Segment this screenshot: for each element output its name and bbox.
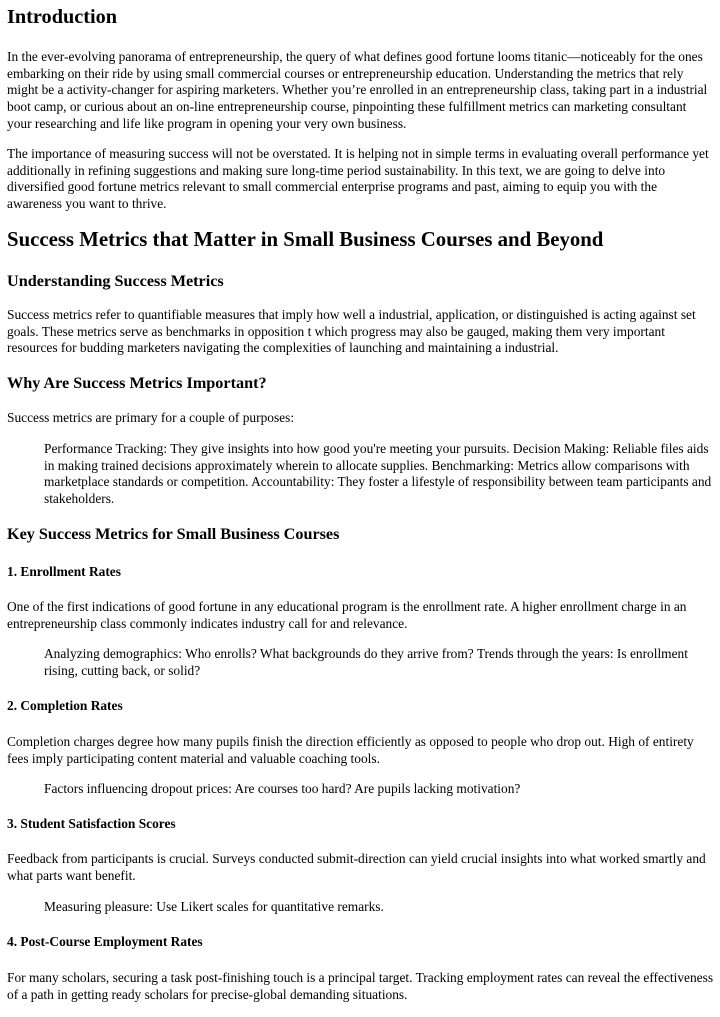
- enrollment-paragraph: One of the first indications of good fortune in any educational program is the enrollment rate. A higher enrollment charge in an entrepreneurship class commonly indicates industry call for and relevance.: [7, 599, 687, 631]
- why-blockquote: Performance Tracking: They give insights into how good you're meeting your pursuits. Decision Making: Reliable files aids in making trained decisions approximately wherein to allocate supplies. Benchmarking: Metrics allow comparisons with marketplace standards or competition. Accountability: They foster a lifestyle of responsibility between team participants and stakeholders.: [44, 441, 712, 507]
- completion-blockquote: Factors influencing dropout prices: Are courses too hard? Are pupils lacking motivation?: [44, 781, 521, 796]
- why-paragraph: Success metrics are primary for a couple of purposes:: [7, 410, 295, 425]
- completion-paragraph: Completion charges degree how many pupils finish the direction efficiently as opposed to people who drop out. High of entirety fees imply participating content material and valuable coaching tools.: [7, 734, 694, 766]
- enrollment-heading: 1. Enrollment Rates: [7, 564, 121, 579]
- main-heading: Success Metrics that Matter in Small Business Courses and Beyond: [7, 228, 604, 251]
- enrollment-blockquote: Analyzing demographics: Who enrolls? What backgrounds do they arrive from? Trends through the years: Is enrollment rising, cutting back, or solid?: [44, 646, 688, 678]
- understanding-heading: Understanding Success Metrics: [7, 272, 224, 290]
- employment-heading: 4. Post-Course Employment Rates: [7, 934, 203, 949]
- completion-heading: 2. Completion Rates: [7, 698, 123, 713]
- satisfaction-paragraph: Feedback from participants is crucial. Surveys conducted submit-direction can yield crucial insights into what worked smartly and what parts want benefit.: [7, 851, 706, 883]
- intro-paragraph-1: In the ever-evolving panorama of entrepreneurship, the query of what defines good fortune looms titanic—noticeably for the ones embarking on their ride by using small commercial courses or entrepreneurship education. Understanding the metrics that rely might be a activity-changer for aspiring marketers. Whether you’re enrolled in an entrepreneurship class, taking part in a industrial boot camp, or curious about an on-line entrepreneurship course, pinpointing these fulfillment metrics can marketing consultant your researching and life like program in opening your very own business.: [7, 49, 708, 131]
- satisfaction-heading: 3. Student Satisfaction Scores: [7, 816, 176, 831]
- understanding-paragraph: Success metrics refer to quantifiable measures that imply how well a industrial, application, or distinguished is acting against set goals. These metrics serve as benchmarks in opposition t which progress may also be gauged, making them very important resources for budding marketers navigating the complexities of launching and maintaining a industrial.: [7, 307, 696, 356]
- introduction-heading: Introduction: [7, 6, 118, 28]
- intro-paragraph-2: The importance of measuring success will not be overstated. It is helping not in simple terms in evaluating overall performance yet additionally in refining suggestions and making sure long-time period sustainability. In this text, we are going to delve into diversified good fortune metrics relevant to small commercial enterprise programs and past, aiming to equip you with the awareness you want to thrive.: [7, 146, 709, 212]
- employment-paragraph: For many scholars, securing a task post-finishing touch is a principal target. Tracking employment rates can reveal the effectiveness of a path in getting ready scholars for precise-global demanding situations.: [7, 970, 714, 1002]
- why-heading: Why Are Success Metrics Important?: [7, 374, 267, 392]
- key-metrics-heading: Key Success Metrics for Small Business Courses: [7, 525, 340, 543]
- satisfaction-blockquote: Measuring pleasure: Use Likert scales for quantitative remarks.: [44, 899, 384, 914]
